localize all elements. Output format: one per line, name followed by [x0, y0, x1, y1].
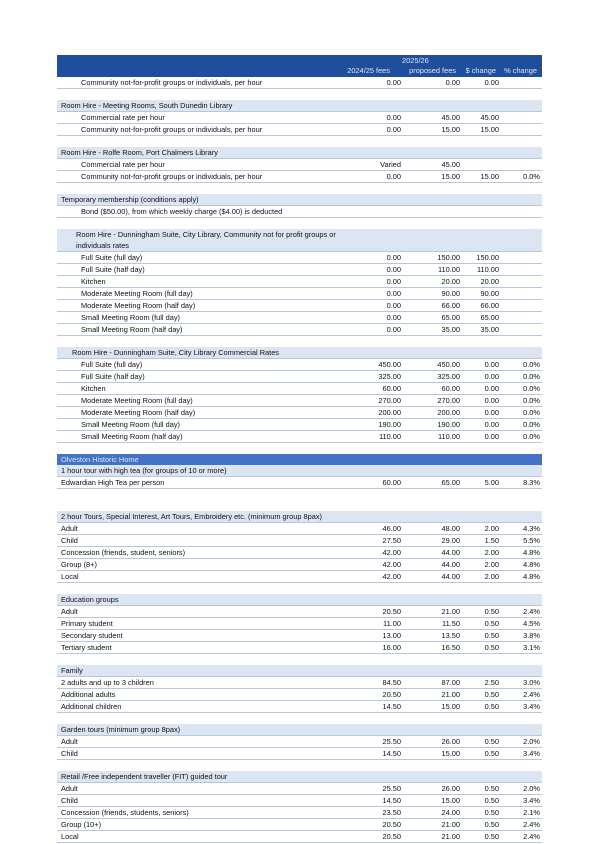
- row-label: Moderate Meeting Room (half day): [81, 408, 196, 417]
- table-row: [57, 159, 542, 171]
- row-label: Local: [61, 572, 79, 581]
- fee-proposed-cell: 44.00: [441, 560, 460, 569]
- fee-proposed-cell: 21.00: [441, 832, 460, 841]
- fee-2024-25-cell: 60.00: [382, 478, 401, 487]
- dollar-change-cell: 35.00: [480, 325, 499, 334]
- percent-change-cell: 4.3%: [523, 524, 540, 533]
- table-row: [57, 689, 542, 701]
- fee-proposed-cell: 48.00: [441, 524, 460, 533]
- dollar-change-cell: 65.00: [480, 313, 499, 322]
- row-label: Community not-for-profit groups or individuals, per hour: [81, 125, 263, 134]
- fee-2024-25-cell: 14.50: [382, 796, 401, 805]
- table-row: [57, 606, 542, 618]
- table-row: [57, 535, 542, 547]
- dollar-change-cell: 1.50: [484, 536, 499, 545]
- fee-2024-25-cell: 325.00: [378, 372, 401, 381]
- fee-proposed-cell: 16.50: [441, 643, 460, 652]
- header-dollar-change: $ change: [465, 66, 496, 75]
- fee-proposed-cell: 15.00: [441, 172, 460, 181]
- row-label: Small Meeting Room (half day): [81, 325, 183, 334]
- percent-change-cell: 0.0%: [523, 384, 540, 393]
- fee-2024-25-cell: 0.00: [386, 325, 401, 334]
- table-row: [57, 395, 542, 407]
- fee-proposed-cell: 21.00: [441, 690, 460, 699]
- fee-proposed-cell: 450.00: [437, 360, 460, 369]
- row-label: Room Hire - Dunningham Suite, City Library Commercial Rates: [72, 348, 280, 357]
- dollar-change-cell: 2.50: [484, 678, 499, 687]
- fee-2024-25-cell: 270.00: [378, 396, 401, 405]
- percent-change-cell: 3.4%: [523, 702, 540, 711]
- spacer-row: [57, 500, 542, 511]
- row-label: Room Hire - Rolfe Room, Port Chalmers Library: [61, 148, 218, 157]
- row-label: Secondary student: [61, 631, 123, 640]
- percent-change-cell: 0.0%: [523, 372, 540, 381]
- fee-2024-25-cell: 27.50: [382, 536, 401, 545]
- dollar-change-cell: 15.00: [480, 172, 499, 181]
- table-row: [57, 571, 542, 583]
- row-label: Commercial rate per hour: [81, 113, 165, 122]
- spacer-row: [57, 489, 542, 500]
- fee-2024-25-cell: 25.50: [382, 737, 401, 746]
- fee-proposed-cell: 90.00: [441, 289, 460, 298]
- fee-proposed-cell: 110.00: [437, 265, 460, 274]
- fee-2024-25-cell: 0.00: [386, 265, 401, 274]
- percent-change-cell: 4.8%: [523, 572, 540, 581]
- header-2024-fees: 2024/25 fees: [347, 66, 390, 75]
- table-row: [57, 819, 542, 831]
- row-label: Group (10+): [61, 820, 102, 829]
- spacer-row: [57, 443, 542, 454]
- table-row: [57, 171, 542, 183]
- table-row: [57, 252, 542, 264]
- dollar-change-cell: 0.50: [484, 737, 499, 746]
- spacer-row: [57, 713, 542, 724]
- dollar-change-cell: 20.00: [480, 277, 499, 286]
- table-row: [57, 559, 542, 571]
- fee-2024-25-cell: 13.00: [382, 631, 401, 640]
- row-label: 1 hour tour with high tea (for groups of 10 or more): [61, 466, 227, 475]
- table-row: [57, 547, 542, 559]
- row-label: Concession (friends, student, seniors): [61, 548, 186, 557]
- row-label: Retail /Free independent traveller (FIT) guided tour: [61, 772, 228, 781]
- fee-proposed-cell: 29.00: [441, 536, 460, 545]
- fee-2024-25-cell: 0.00: [386, 313, 401, 322]
- percent-change-cell: 0.0%: [523, 172, 540, 181]
- row-label: Small Meeting Room (full day): [81, 313, 180, 322]
- fee-2024-25-cell: 60.00: [382, 384, 401, 393]
- row-label: Edwardian High Tea per person: [61, 478, 165, 487]
- dollar-change-cell: 0.50: [484, 619, 499, 628]
- table-row: [57, 383, 542, 395]
- fee-2024-25-cell: 20.50: [382, 607, 401, 616]
- dollar-change-cell: 150.00: [476, 253, 499, 262]
- row-label: Adult: [61, 737, 78, 746]
- row-label: Room Hire - Dunningham Suite, City Library, Community not for profit groups or individuals rates: [76, 230, 336, 250]
- table-row: [57, 642, 542, 654]
- fee-2024-25-cell: 0.00: [386, 113, 401, 122]
- fee-proposed-cell: 87.00: [441, 678, 460, 687]
- fee-2024-25-cell: 0.00: [386, 172, 401, 181]
- row-label: Concession (friends, students, seniors): [61, 808, 189, 817]
- fee-proposed-cell: 66.00: [441, 301, 460, 310]
- dollar-change-cell: 2.00: [484, 548, 499, 557]
- row-label: Community not-for-profit groups or individuals, per hour: [81, 78, 263, 87]
- spacer-row: [57, 89, 542, 100]
- dollar-change-cell: 0.50: [484, 702, 499, 711]
- dollar-change-cell: 90.00: [480, 289, 499, 298]
- percent-change-cell: 4.8%: [523, 560, 540, 569]
- table-row: [57, 419, 542, 431]
- fee-proposed-cell: 110.00: [437, 432, 460, 441]
- table-row: [57, 523, 542, 535]
- dollar-change-cell: 2.00: [484, 524, 499, 533]
- table-row: [57, 124, 542, 136]
- row-label: Moderate Meeting Room (half day): [81, 301, 196, 310]
- percent-change-cell: 3.8%: [523, 631, 540, 640]
- dollar-change-cell: 0.00: [484, 420, 499, 429]
- dollar-change-cell: 0.00: [484, 372, 499, 381]
- row-label: Child: [61, 536, 78, 545]
- percent-change-cell: 0.0%: [523, 408, 540, 417]
- fee-proposed-cell: 150.00: [437, 253, 460, 262]
- dollar-change-cell: 0.50: [484, 832, 499, 841]
- fee-2024-25-cell: 25.50: [382, 784, 401, 793]
- fee-2024-25-cell: 42.00: [382, 572, 401, 581]
- percent-change-cell: 3.4%: [523, 749, 540, 758]
- percent-change-cell: 2.1%: [523, 808, 540, 817]
- fee-2024-25-cell: 0.00: [386, 289, 401, 298]
- row-label: Adult: [61, 607, 78, 616]
- fee-2024-25-cell: 200.00: [378, 408, 401, 417]
- table-row: [57, 264, 542, 276]
- fee-2024-25-cell: 110.00: [378, 432, 401, 441]
- fee-proposed-cell: 44.00: [441, 572, 460, 581]
- section-heading: [57, 347, 542, 359]
- row-label: Additional children: [61, 702, 122, 711]
- section-heading: [57, 665, 542, 677]
- fee-2024-25-cell: 14.50: [382, 702, 401, 711]
- dollar-change-cell: 2.00: [484, 560, 499, 569]
- percent-change-cell: 0.0%: [523, 360, 540, 369]
- table-row: [57, 795, 542, 807]
- percent-change-cell: 0.0%: [523, 396, 540, 405]
- row-label: Commercial rate per hour: [81, 160, 165, 169]
- dollar-change-cell: 0.00: [484, 432, 499, 441]
- row-label: Child: [61, 796, 78, 805]
- spacer-row: [57, 183, 542, 194]
- table-row: [57, 736, 542, 748]
- row-label: 2 hour Tours, Special Interest, Art Tours, Embroidery etc. (minimum group 8pax): [61, 512, 322, 521]
- table-row: [57, 206, 542, 218]
- table-row: [57, 748, 542, 760]
- fee-2024-25-cell: 0.00: [386, 277, 401, 286]
- row-label: Education groups: [61, 595, 119, 604]
- percent-change-cell: 0.0%: [523, 432, 540, 441]
- percent-change-cell: 2.4%: [523, 607, 540, 616]
- row-label: Small Meeting Room (half day): [81, 432, 183, 441]
- percent-change-cell: 3.1%: [523, 643, 540, 652]
- spacer-row: [57, 760, 542, 771]
- fee-2024-25-cell: 84.50: [382, 678, 401, 687]
- row-label: Full Suite (half day): [81, 372, 145, 381]
- dollar-change-cell: 5.00: [484, 478, 499, 487]
- row-label: Adult: [61, 784, 78, 793]
- fee-2024-25-cell: 11.00: [383, 619, 401, 628]
- category-heading: [57, 454, 542, 465]
- fee-proposed-cell: 15.00: [441, 796, 460, 805]
- table-row: [57, 831, 542, 843]
- fee-2024-25-cell: 0.00: [386, 301, 401, 310]
- row-label: Additional adults: [61, 690, 116, 699]
- fee-2024-25-cell: 42.00: [382, 548, 401, 557]
- row-label: Full Suite (full day): [81, 360, 143, 369]
- dollar-change-cell: 15.00: [480, 125, 499, 134]
- row-label: Small Meeting Room (full day): [81, 420, 180, 429]
- fee-proposed-cell: 325.00: [437, 372, 460, 381]
- table-row: [57, 112, 542, 124]
- percent-change-cell: 2.4%: [523, 820, 540, 829]
- fee-proposed-cell: 11.50: [442, 619, 460, 628]
- dollar-change-cell: 0.50: [484, 784, 499, 793]
- fee-proposed-cell: 270.00: [437, 396, 460, 405]
- table-row: [57, 288, 542, 300]
- dollar-change-cell: 110.00: [476, 265, 499, 274]
- row-label: Full Suite (full day): [81, 253, 143, 262]
- dollar-change-cell: 2.00: [484, 572, 499, 581]
- percent-change-cell: 8.3%: [523, 478, 540, 487]
- fee-2024-25-cell: 450.00: [378, 360, 401, 369]
- dollar-change-cell: 0.00: [484, 408, 499, 417]
- row-label: 2 adults and up to 3 children: [61, 678, 154, 687]
- fee-2024-25-cell: 46.00: [382, 524, 401, 533]
- dollar-change-cell: 0.00: [484, 384, 499, 393]
- table-row: [57, 431, 542, 443]
- percent-change-cell: 0.0%: [523, 420, 540, 429]
- table-row: [57, 312, 542, 324]
- row-label: Kitchen: [81, 384, 106, 393]
- percent-change-cell: 4.5%: [523, 619, 540, 628]
- fee-proposed-cell: 20.00: [441, 277, 460, 286]
- fee-proposed-cell: 13.50: [441, 631, 460, 640]
- dollar-change-cell: 0.50: [484, 796, 499, 805]
- fee-proposed-cell: 65.00: [441, 478, 460, 487]
- row-label: Temporary membership (conditions apply): [61, 195, 199, 204]
- table-body: [57, 77, 542, 843]
- row-label: Moderate Meeting Room (full day): [81, 396, 193, 405]
- fee-proposed-cell: 21.00: [441, 607, 460, 616]
- fee-proposed-cell: 45.00: [441, 113, 460, 122]
- fee-proposed-cell: 26.00: [441, 784, 460, 793]
- table-row: [57, 407, 542, 419]
- percent-change-cell: 5.5%: [523, 536, 540, 545]
- dollar-change-cell: 0.00: [484, 396, 499, 405]
- row-label: Olveston Historic Home: [61, 455, 139, 464]
- row-label: Group (8+): [61, 560, 97, 569]
- dollar-change-cell: 0.50: [484, 607, 499, 616]
- section-heading: [57, 147, 542, 159]
- table-row: [57, 807, 542, 819]
- percent-change-cell: 3.4%: [523, 796, 540, 805]
- section-heading: [57, 229, 542, 252]
- fee-proposed-cell: 65.00: [441, 313, 460, 322]
- table-row: [57, 371, 542, 383]
- fee-2024-25-cell: 20.50: [382, 832, 401, 841]
- fee-2024-25-cell: Varied: [380, 160, 401, 169]
- row-label: Primary student: [61, 619, 113, 628]
- dollar-change-cell: 0.00: [484, 360, 499, 369]
- fees-table: [57, 55, 542, 843]
- fee-proposed-cell: 60.00: [441, 384, 460, 393]
- section-heading: [57, 771, 542, 783]
- fee-proposed-cell: 200.00: [437, 408, 460, 417]
- fee-proposed-cell: 15.00: [441, 749, 460, 758]
- dollar-change-cell: 0.50: [484, 820, 499, 829]
- fee-proposed-cell: 45.00: [441, 160, 460, 169]
- row-label: Family: [61, 666, 83, 675]
- fee-proposed-cell: 26.00: [441, 737, 460, 746]
- spacer-row: [57, 336, 542, 347]
- fee-2024-25-cell: 0.00: [386, 253, 401, 262]
- row-label: Moderate Meeting Room (full day): [81, 289, 193, 298]
- table-row: [57, 276, 542, 288]
- section-heading: [57, 194, 542, 206]
- fee-2024-25-cell: 0.00: [386, 78, 401, 87]
- fee-proposed-cell: 44.00: [441, 548, 460, 557]
- row-label: Room Hire - Meeting Rooms, South Dunedin Library: [61, 101, 233, 110]
- header-proposed-fees: proposed fees: [409, 66, 456, 75]
- row-label: Full Suite (half day): [81, 265, 145, 274]
- table-row: [57, 477, 542, 489]
- table-row: [57, 630, 542, 642]
- dollar-change-cell: 45.00: [480, 113, 499, 122]
- table-row: [57, 300, 542, 312]
- table-row: [57, 324, 542, 336]
- percent-change-cell: 2.0%: [523, 737, 540, 746]
- fee-proposed-cell: 0.00: [445, 78, 460, 87]
- spacer-row: [57, 218, 542, 229]
- percent-change-cell: 2.4%: [523, 832, 540, 841]
- fee-2024-25-cell: 20.50: [382, 820, 401, 829]
- table-row: [57, 359, 542, 371]
- fee-proposed-cell: 190.00: [437, 420, 460, 429]
- spacer-row: [57, 136, 542, 147]
- section-heading: [57, 594, 542, 606]
- row-label: Adult: [61, 524, 78, 533]
- dollar-change-cell: 0.50: [484, 690, 499, 699]
- row-label: Garden tours (minimum group 8pax): [61, 725, 181, 734]
- spacer-row: [57, 654, 542, 665]
- fee-2024-25-cell: 14.50: [382, 749, 401, 758]
- table-row: [57, 677, 542, 689]
- row-label: Community not-for-profit groups or individuals, per hour: [81, 172, 263, 181]
- fee-2024-25-cell: 16.00: [382, 643, 401, 652]
- fee-proposed-cell: 15.00: [441, 125, 460, 134]
- row-label: Local: [61, 832, 79, 841]
- fee-2024-25-cell: 190.00: [378, 420, 401, 429]
- fee-2024-25-cell: 23.50: [382, 808, 401, 817]
- fee-2024-25-cell: 20.50: [382, 690, 401, 699]
- dollar-change-cell: 0.50: [484, 643, 499, 652]
- section-heading: [57, 100, 542, 112]
- fee-proposed-cell: 35.00: [441, 325, 460, 334]
- table-row: [57, 701, 542, 713]
- fee-2024-25-cell: 42.00: [382, 560, 401, 569]
- header-percent-change: % change: [504, 66, 537, 75]
- dollar-change-cell: 0.00: [484, 78, 499, 87]
- section-heading: [57, 511, 542, 523]
- header-year: 2025/26: [402, 56, 429, 65]
- table-header: [57, 55, 542, 77]
- fee-proposed-cell: 21.00: [441, 820, 460, 829]
- percent-change-cell: 2.0%: [523, 784, 540, 793]
- table-row: [57, 77, 542, 89]
- percent-change-cell: 4.8%: [523, 548, 540, 557]
- row-label: Tertiary student: [61, 643, 112, 652]
- percent-change-cell: 2.4%: [523, 690, 540, 699]
- fee-proposed-cell: 15.00: [441, 702, 460, 711]
- fee-proposed-cell: 24.00: [441, 808, 460, 817]
- table-row: [57, 783, 542, 795]
- row-label: Bond ($50.00), from which weekly charge ($4.00) is deducted: [81, 207, 283, 216]
- row-label: Child: [61, 749, 78, 758]
- dollar-change-cell: 0.50: [484, 749, 499, 758]
- percent-change-cell: 3.0%: [523, 678, 540, 687]
- dollar-change-cell: 0.50: [484, 808, 499, 817]
- spacer-row: [57, 583, 542, 594]
- dollar-change-cell: 66.00: [480, 301, 499, 310]
- row-label: Kitchen: [81, 277, 106, 286]
- fee-2024-25-cell: 0.00: [386, 125, 401, 134]
- section-heading: [57, 465, 542, 477]
- section-heading: [57, 724, 542, 736]
- dollar-change-cell: 0.50: [484, 631, 499, 640]
- table-row: [57, 618, 542, 630]
